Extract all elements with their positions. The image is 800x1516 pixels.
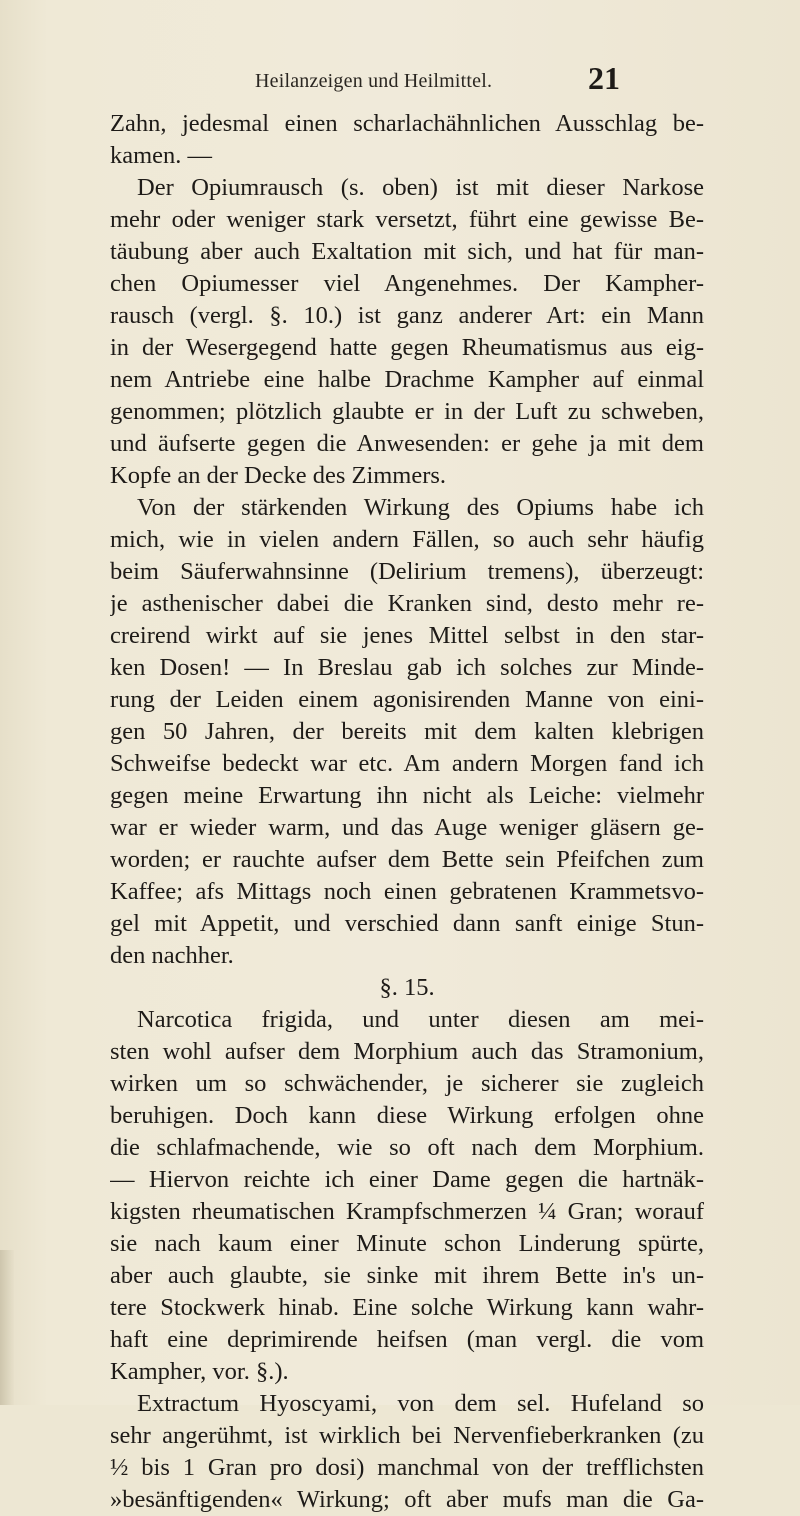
text-line: ½ bis 1 Gran pro dosi) manchmal von der trefflichsten	[110, 1454, 704, 1481]
text-line: ken Dosen! — In Breslau gab ich solches zur Minde-	[110, 654, 704, 681]
text-line: haft eine deprimirende heifsen (man vergl. die vom	[110, 1326, 704, 1353]
text-line: — Hiervon reichte ich einer Dame gegen die hartnäk-	[110, 1166, 704, 1193]
text-line: rausch (vergl. §. 10.) ist ganz anderer Art: ein Mann	[110, 302, 704, 329]
text-line: je asthenischer dabei die Kranken sind, desto mehr re-	[110, 590, 704, 617]
text-line: Kampher, vor. §.).	[110, 1358, 289, 1385]
text-line: beruhigen. Doch kann diese Wirkung erfolgen ohne	[110, 1102, 704, 1129]
text-line: mehr oder weniger stark versetzt, führt eine gewisse Be-	[110, 206, 704, 233]
text-line: kigsten rheumatischen Krampfschmerzen ¼ Gran; worauf	[110, 1198, 704, 1225]
text-line: wirken um so schwächender, je sicherer sie zugleich	[110, 1070, 704, 1097]
text-line: in der Wesergegend hatte gegen Rheumatismus aus eig-	[110, 334, 704, 361]
text-line: gen 50 Jahren, der bereits mit dem kalten klebrigen	[110, 718, 704, 745]
text-line: beim Säuferwahnsinne (Delirium tremens), überzeugt:	[110, 558, 704, 585]
text-line: den nachher.	[110, 942, 234, 969]
text-line: Von der stärkenden Wirkung des Opiums habe ich	[137, 494, 704, 521]
text-line: Extractum Hyoscyami, von dem sel. Hufeland so	[137, 1390, 704, 1417]
text-line: sehr angerühmt, ist wirklich bei Nervenfieberkranken (zu	[110, 1422, 704, 1449]
text-line: genommen; plötzlich glaubte er in der Luft zu schweben,	[110, 398, 704, 425]
text-line: Narcotica frigida, und unter diesen am mei-	[137, 1006, 704, 1033]
text-line: kamen. —	[110, 142, 213, 169]
text-line: Schweifse bedeckt war etc. Am andern Morgen fand ich	[110, 750, 704, 777]
text-line: nem Antriebe eine halbe Drachme Kampher auf einmal	[110, 366, 704, 393]
text-line: gel mit Appetit, und verschied dann sanft einige Stun-	[110, 910, 704, 937]
text-line: Kaffee; afs Mittags noch einen gebratenen Krammetsvo-	[110, 878, 704, 905]
text-line: gegen meine Erwartung ihn nicht als Leiche: vielmehr	[110, 782, 704, 809]
page-number: 21	[588, 60, 620, 96]
text-line: aber auch glaubte, sie sinke mit ihrem Bette in's un-	[110, 1262, 704, 1289]
text-line: sten wohl aufser dem Morphium auch das Stramonium,	[110, 1038, 704, 1065]
text-line: chen Opiumesser viel Angenehmes. Der Kampher-	[110, 270, 704, 297]
text-line: worden; er rauchte aufser dem Bette sein Pfeifchen zum	[110, 846, 704, 873]
text-line: rung der Leiden einem agonisirenden Manne von eini-	[110, 686, 704, 713]
text-line: war er wieder warm, und das Auge weniger gläsern ge-	[110, 814, 704, 841]
body-text	[110, 108, 704, 1516]
text-line: Zahn, jedesmal einen scharlachähnlichen Ausschlag be-	[110, 110, 704, 137]
text-line: »besänftigenden« Wirkung; oft aber mufs man die Ga-	[110, 1486, 704, 1513]
text-line: mich, wie in vielen andern Fällen, so auch sehr häufig	[110, 526, 704, 553]
text-line: tere Stockwerk hinab. Eine solche Wirkung kann wahr-	[110, 1294, 704, 1321]
text-line: Kopfe an der Decke des Zimmers.	[110, 462, 447, 489]
running-head: Heilanzeigen und Heilmittel.	[255, 70, 493, 92]
text-line: creirend wirkt auf sie jenes Mittel selbst in den star-	[110, 622, 704, 649]
text-line: die schlafmachende, wie so oft nach dem Morphium.	[110, 1134, 704, 1161]
section-heading: §. 15.	[379, 974, 435, 1001]
text-line: sie nach kaum einer Minute schon Linderung spürte,	[110, 1230, 704, 1257]
text-line: und äufserte gegen die Anwesenden: er gehe ja mit dem	[110, 430, 704, 457]
text-line: Der Opiumrausch (s. oben) ist mit dieser Narkose	[137, 174, 704, 201]
text-line: täubung aber auch Exaltation mit sich, und hat für man-	[110, 238, 704, 265]
page-edge-shadow	[0, 1250, 14, 1405]
